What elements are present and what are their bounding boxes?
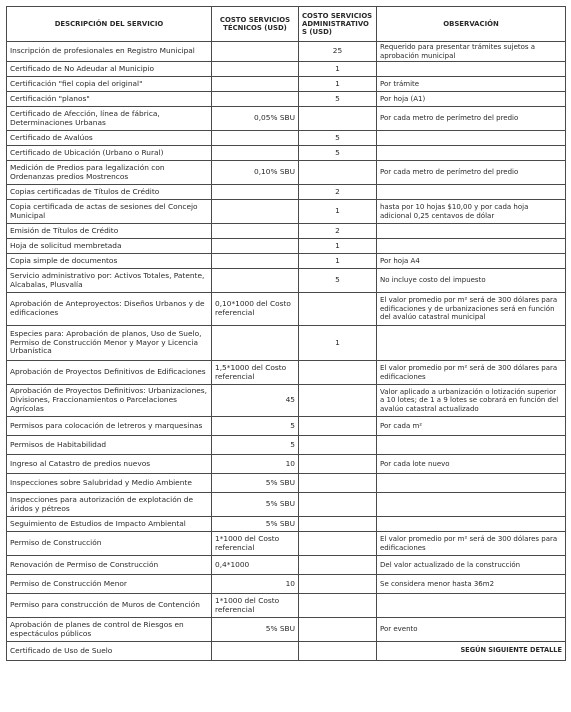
cell-costo-tecnico: [212, 200, 299, 224]
cell-observacion: [377, 62, 566, 77]
cell-costo-tecnico: [212, 224, 299, 239]
cell-observacion: [377, 326, 566, 361]
cell-costo-administrativo: [299, 107, 377, 131]
header-observacion: OBSERVACIÓN: [377, 7, 566, 42]
cell-observacion: [377, 239, 566, 254]
cell-costo-tecnico: 5: [212, 417, 299, 436]
cell-costo-administrativo: [299, 594, 377, 618]
header-costo-administrativo: COSTO SERVICIOS ADMINISTRATIVOS (USD): [299, 7, 377, 42]
cell-observacion: [377, 131, 566, 146]
cell-costo-tecnico: [212, 326, 299, 361]
cell-observacion: [377, 146, 566, 161]
cell-descripcion: Aprobación de Proyectos Definitivos: Urbanizaciones, Divisiones, Fraccionamientos o Parcelaciones Agrícolas: [7, 385, 212, 417]
cell-costo-administrativo: [299, 474, 377, 493]
cell-descripcion: Certificado de Afección, línea de fábrica, Determinaciones Urbanas: [7, 107, 212, 131]
table-row: [7, 474, 566, 493]
table-row: [7, 417, 566, 436]
cell-observacion: Por hoja A4: [377, 254, 566, 269]
cell-descripcion: Ingreso al Catastro de predios nuevos: [7, 455, 212, 474]
cell-costo-administrativo: 2: [299, 224, 377, 239]
cell-costo-administrativo: 25: [299, 42, 377, 62]
cell-costo-tecnico: 1*1000 del Costo referencial: [212, 594, 299, 618]
cell-costo-tecnico: [212, 42, 299, 62]
cell-descripcion: Renovación de Permiso de Construcción: [7, 556, 212, 575]
cell-observacion: El valor promedio por m² será de 300 dólares para edificaciones y de urbanizaciones será en función del avalúo catastral municipal: [377, 293, 566, 326]
cell-observacion: Por cada metro de perímetro del predio: [377, 161, 566, 185]
cell-costo-administrativo: [299, 493, 377, 517]
cell-costo-tecnico: 5% SBU: [212, 474, 299, 493]
cell-costo-tecnico: 0,4*1000: [212, 556, 299, 575]
cell-costo-tecnico: [212, 146, 299, 161]
cell-descripcion: Certificación "fiel copia del original": [7, 77, 212, 92]
table-row: [7, 361, 566, 385]
cell-observacion: Por trámite: [377, 77, 566, 92]
cell-observacion: [377, 185, 566, 200]
table-row: [7, 642, 566, 661]
cell-costo-tecnico: 45: [212, 385, 299, 417]
cell-descripcion: Inspecciones para autorización de explotación de áridos y pétreos: [7, 493, 212, 517]
cell-costo-administrativo: 1: [299, 326, 377, 361]
cell-costo-tecnico: 10: [212, 455, 299, 474]
cell-costo-tecnico: 0,10% SBU: [212, 161, 299, 185]
cell-descripcion: Aprobación de Anteproyectos: Diseños Urbanos y de edificaciones: [7, 293, 212, 326]
cell-descripcion: Inspecciones sobre Salubridad y Medio Ambiente: [7, 474, 212, 493]
table-row: [7, 293, 566, 326]
cell-costo-administrativo: 2: [299, 185, 377, 200]
cell-costo-administrativo: [299, 556, 377, 575]
cell-descripcion: Seguimiento de Estudios de Impacto Ambiental: [7, 517, 212, 532]
cell-costo-administrativo: [299, 293, 377, 326]
cell-descripcion: Emisión de Títulos de Crédito: [7, 224, 212, 239]
cell-observacion: Requerido para presentar trámites sujetos a aprobación municipal: [377, 42, 566, 62]
cell-costo-tecnico: 0,10*1000 del Costo referencial: [212, 293, 299, 326]
cell-costo-administrativo: [299, 517, 377, 532]
table-row: [7, 200, 566, 224]
cell-costo-administrativo: [299, 361, 377, 385]
cell-costo-tecnico: [212, 269, 299, 293]
table-row: [7, 62, 566, 77]
table-row: [7, 517, 566, 532]
cell-costo-administrativo: 5: [299, 269, 377, 293]
table-row: [7, 556, 566, 575]
table-row: [7, 532, 566, 556]
cell-costo-administrativo: 1: [299, 254, 377, 269]
header-costo-tecnico: COSTO SERVICIOS TÉCNICOS (USD): [212, 7, 299, 42]
table-row: [7, 269, 566, 293]
cell-costo-administrativo: [299, 642, 377, 661]
cell-costo-administrativo: [299, 161, 377, 185]
cell-costo-administrativo: 5: [299, 131, 377, 146]
cell-costo-tecnico: 0,05% SBU: [212, 107, 299, 131]
cell-costo-administrativo: [299, 455, 377, 474]
cell-costo-tecnico: 5% SBU: [212, 517, 299, 532]
cell-observacion: No incluye costo del impuesto: [377, 269, 566, 293]
cell-descripcion: Permisos de Habitabilidad: [7, 436, 212, 455]
cell-descripcion: Copias certificadas de Títulos de Crédito: [7, 185, 212, 200]
cell-costo-tecnico: [212, 239, 299, 254]
table-row: [7, 146, 566, 161]
cell-observacion: Por cada lote nuevo: [377, 455, 566, 474]
cell-descripcion: Permiso de Construcción Menor: [7, 575, 212, 594]
services-fee-table: [6, 6, 566, 661]
cell-descripcion: Copia simple de documentos: [7, 254, 212, 269]
table-row: [7, 131, 566, 146]
cell-descripcion: Certificación "planos": [7, 92, 212, 107]
cell-descripcion: Hoja de solicitud membretada: [7, 239, 212, 254]
cell-costo-tecnico: [212, 254, 299, 269]
table-header-row: [7, 7, 566, 42]
cell-costo-administrativo: [299, 532, 377, 556]
cell-observacion: Por cada metro de perímetro del predio: [377, 107, 566, 131]
cell-descripcion: Medición de Predios para legalización con Ordenanzas predios Mostrencos: [7, 161, 212, 185]
cell-costo-tecnico: 5% SBU: [212, 493, 299, 517]
header-descripcion: DESCRIPCIÓN DEL SERVICIO: [7, 7, 212, 42]
cell-descripcion: Copia certificada de actas de sesiones del Concejo Municipal: [7, 200, 212, 224]
cell-descripcion: Permiso para construcción de Muros de Contención: [7, 594, 212, 618]
cell-observacion: Por hoja (A1): [377, 92, 566, 107]
table-row: [7, 618, 566, 642]
cell-observacion: [377, 436, 566, 455]
cell-observacion: Valor aplicado a urbanización o lotización superior a 10 lotes; de 1 a 9 lotes se cobrará en función del avalúo catastral actualizado: [377, 385, 566, 417]
table-row: [7, 92, 566, 107]
cell-descripcion: Certificado de Ubicación (Urbano o Rural): [7, 146, 212, 161]
table-row: [7, 436, 566, 455]
cell-costo-tecnico: 10: [212, 575, 299, 594]
table-row: [7, 575, 566, 594]
cell-costo-administrativo: 5: [299, 92, 377, 107]
cell-observacion: [377, 493, 566, 517]
cell-costo-administrativo: 1: [299, 239, 377, 254]
cell-costo-administrativo: [299, 618, 377, 642]
cell-descripcion: Servicio administrativo por: Activos Totales, Patente, Alcabalas, Plusvalía: [7, 269, 212, 293]
cell-observacion: SEGÚN SIGUIENTE DETALLE: [377, 642, 566, 661]
table-row: [7, 224, 566, 239]
cell-descripcion: Certificado de No Adeudar al Municipio: [7, 62, 212, 77]
table-row: [7, 326, 566, 361]
cell-costo-tecnico: 1,5*1000 del Costo referencial: [212, 361, 299, 385]
cell-descripcion: Permiso de Construcción: [7, 532, 212, 556]
cell-observacion: Del valor actualizado de la construcción: [377, 556, 566, 575]
cell-costo-administrativo: [299, 417, 377, 436]
cell-descripcion: Aprobación de planes de control de Riesgos en espectáculos públicos: [7, 618, 212, 642]
cell-costo-tecnico: 5% SBU: [212, 618, 299, 642]
fee-schedule-page: [6, 6, 565, 706]
cell-observacion: El valor promedio por m² será de 300 dólares para edificaciones: [377, 532, 566, 556]
cell-observacion: [377, 517, 566, 532]
cell-costo-administrativo: 5: [299, 146, 377, 161]
cell-observacion: El valor promedio por m² será de 300 dólares para edificaciones: [377, 361, 566, 385]
table-row: [7, 239, 566, 254]
cell-observacion: Por cada m²: [377, 417, 566, 436]
cell-costo-tecnico: [212, 185, 299, 200]
cell-observacion: Por evento: [377, 618, 566, 642]
cell-descripcion: Aprobación de Proyectos Definitivos de Edificaciones: [7, 361, 212, 385]
table-row: [7, 455, 566, 474]
cell-observacion: [377, 474, 566, 493]
cell-descripcion: Especies para: Aprobación de planos, Uso de Suelo, Permiso de Construcción Menor y Mayor y Licencia Urbanística: [7, 326, 212, 361]
cell-costo-tecnico: 1*1000 del Costo referencial: [212, 532, 299, 556]
cell-costo-tecnico: [212, 77, 299, 92]
table-row: [7, 185, 566, 200]
table-row: [7, 77, 566, 92]
cell-costo-administrativo: 1: [299, 62, 377, 77]
cell-costo-administrativo: [299, 436, 377, 455]
cell-costo-administrativo: [299, 575, 377, 594]
cell-costo-administrativo: [299, 385, 377, 417]
cell-costo-administrativo: 1: [299, 200, 377, 224]
cell-costo-tecnico: [212, 62, 299, 77]
table-row: [7, 42, 566, 62]
cell-descripcion: Certificado de Avalúos: [7, 131, 212, 146]
table-row: [7, 493, 566, 517]
cell-descripcion: Certificado de Uso de Suelo: [7, 642, 212, 661]
table-body: [7, 42, 566, 661]
table-row: [7, 161, 566, 185]
cell-costo-tecnico: [212, 642, 299, 661]
cell-observacion: hasta por 10 hojas $10,00 y por cada hoja adicional 0,25 centavos de dólar: [377, 200, 566, 224]
table-row: [7, 594, 566, 618]
cell-costo-tecnico: [212, 131, 299, 146]
cell-costo-tecnico: [212, 92, 299, 107]
table-row: [7, 385, 566, 417]
cell-costo-administrativo: 1: [299, 77, 377, 92]
cell-costo-tecnico: 5: [212, 436, 299, 455]
table-row: [7, 107, 566, 131]
cell-descripcion: Inscripción de profesionales en Registro Municipal: [7, 42, 212, 62]
table-row: [7, 254, 566, 269]
cell-observacion: [377, 594, 566, 618]
cell-observacion: [377, 224, 566, 239]
cell-descripcion: Permisos para colocación de letreros y marquesinas: [7, 417, 212, 436]
cell-observacion: Se considera menor hasta 36m2: [377, 575, 566, 594]
